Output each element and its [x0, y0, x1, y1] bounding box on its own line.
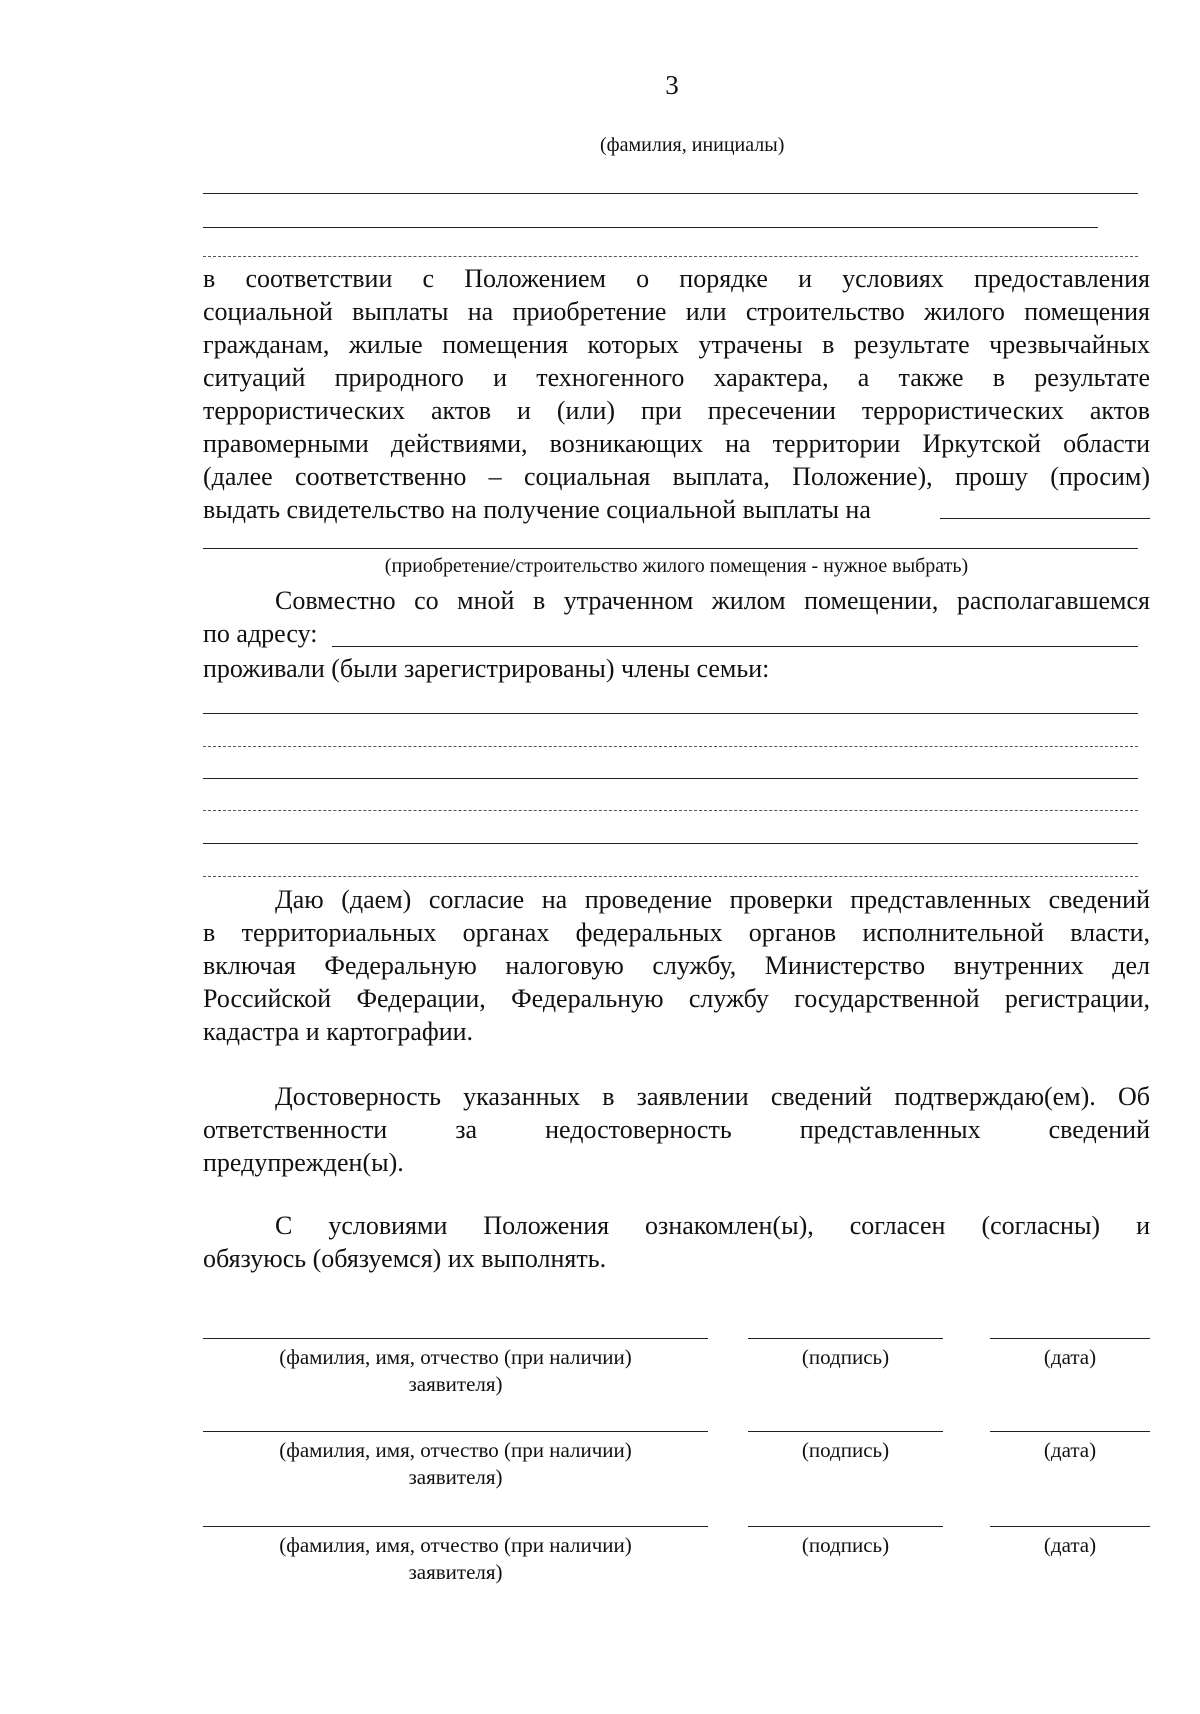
signature-sign-caption: (подпись) [801, 1345, 890, 1369]
text-line: по адресу: [203, 619, 318, 648]
text-line: выдать свидетельство на получение социальной выплаты на [203, 495, 871, 524]
signature-name-caption [203, 1344, 708, 1398]
text-line: Даю (даем) согласие на проведение проверки представленных сведений [275, 885, 1150, 914]
blank-line [203, 876, 1138, 877]
signature-sign-caption: (подпись) [801, 1438, 890, 1462]
signature-date-caption: (дата) [1043, 1345, 1097, 1369]
caption-text: заявителя) [408, 1560, 503, 1584]
signature-name-line [203, 1431, 708, 1432]
signature-sign-line [748, 1431, 943, 1432]
blank-line [203, 746, 1138, 747]
blank-line [940, 518, 1150, 519]
text-line: С условиями Положения ознакомлен(ы), согласен (согласны) и [275, 1211, 1150, 1240]
caption-text: (фамилия, имя, отчество (при наличии) [279, 1345, 632, 1369]
page-number: 3 [665, 70, 679, 100]
caption-surname-initials: (фамилия, инициалы) [600, 134, 785, 156]
signature-sign-caption: (подпись) [801, 1533, 890, 1557]
blank-line [203, 193, 1138, 194]
signature-date-line [990, 1526, 1150, 1527]
blank-line [203, 778, 1138, 779]
text-line: гражданам, жилые помещения которых утрачены в результате чрезвычайных [203, 330, 1150, 359]
signature-sign-line [748, 1338, 943, 1339]
text-line: (далее соответственно – социальная выплата, Положение), прошу (просим) [203, 462, 1150, 491]
text-line: предупрежден(ы). [203, 1148, 404, 1177]
caption-text: (фамилия, имя, отчество (при наличии) [279, 1533, 632, 1557]
signature-name-line [203, 1338, 708, 1339]
blank-line [203, 713, 1138, 714]
text-line: Российской Федерации, Федеральную службу государственной регистрации, [203, 984, 1150, 1013]
text-line: включая Федеральную налоговую службу, Министерство внутренних дел [203, 951, 1150, 980]
caption-text: заявителя) [408, 1465, 503, 1489]
paragraph-accuracy [203, 1080, 1150, 1179]
blank-line-address [332, 646, 1138, 647]
blank-line [203, 548, 1138, 549]
blank-line [203, 256, 1138, 257]
text-line: в соответствии с Положением о порядке и условиях предоставления [203, 264, 1150, 293]
text-line: проживали (были зарегистрированы) члены семьи: [203, 654, 770, 683]
text-line: социальной выплаты на приобретение или строительство жилого помещения [203, 297, 1150, 326]
signature-name-caption [203, 1532, 708, 1586]
paragraph-request [203, 262, 1150, 526]
signature-name-caption [203, 1437, 708, 1491]
paragraph-consent [203, 883, 1150, 1048]
signature-date-caption: (дата) [1043, 1533, 1097, 1557]
blank-line [203, 227, 1098, 228]
blank-line [203, 843, 1138, 844]
signature-date-line [990, 1338, 1150, 1339]
blank-line [203, 810, 1138, 811]
signature-name-line [203, 1526, 708, 1527]
text-line: террористических актов и (или) при пресечении террористических актов [203, 396, 1150, 425]
text-line: правомерными действиями, возникающих на территории Иркутской области [203, 429, 1150, 458]
text-line: кадастра и картографии. [203, 1017, 474, 1046]
text-line: Совместно со мной в утраченном жилом помещении, располагавшемся [275, 586, 1150, 615]
paragraph-conditions [203, 1209, 1150, 1275]
text-line: в территориальных органах федеральных органов исполнительной власти, [203, 918, 1150, 947]
caption-purchase-construction: (приобретение/строительство жилого помещения - нужное выбрать) [384, 555, 969, 577]
signature-date-caption: (дата) [1043, 1438, 1097, 1462]
caption-text: заявителя) [408, 1372, 503, 1396]
signature-sign-line [748, 1526, 943, 1527]
caption-text: (фамилия, имя, отчество (при наличии) [279, 1438, 632, 1462]
text-line: ситуаций природного и техногенного характера, а также в результате [203, 363, 1150, 392]
text-line: Достоверность указанных в заявлении сведений подтверждаю(ем). Об [275, 1082, 1150, 1111]
signature-date-line [990, 1431, 1150, 1432]
text-line: обязуюсь (обязуемся) их выполнять. [203, 1244, 607, 1273]
text-line: ответственности за недостоверность представленных сведений [203, 1115, 1150, 1144]
